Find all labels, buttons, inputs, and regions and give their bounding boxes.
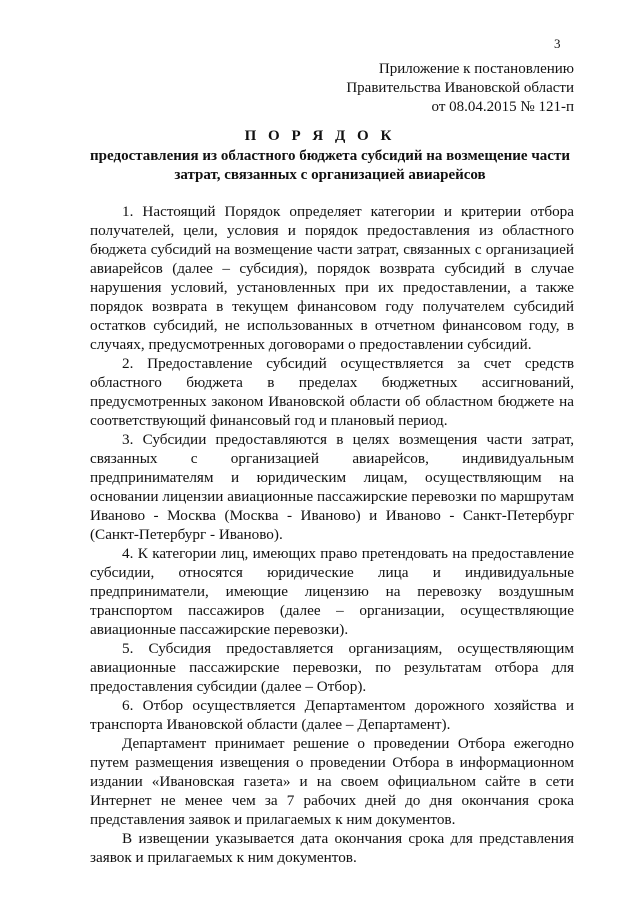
appendix-line-1: Приложение к постановлению [378,61,574,77]
document-subtitle [60,147,600,185]
paragraph-5: 5. Субсидия предоставляется организациям, осуществляющим авиационные пассажирские перевозки, по результатам отбора для предоставления субсидии (далее – Отбор). [90,640,574,695]
paragraph-3: 3. Субсидии предоставляются в целях возмещения части затрат, связанных с организацией авиарейсов, индивидуальным предпринимателям и юридическим лицам, осуществляющим на основании лицензии авиационные пассажирские перевозки по маршрутам Иваново - Москва (Москва - Иваново) и Иваново - Санкт-Петербург (Санкт-Петербург - Иваново). [90,431,574,543]
paragraph-4: 4. К категории лиц, имеющих право претендовать на предоставление субсидии, относятся юридические лица и индивидуальные предприниматели, имеющие лицензию на перевозку воздушным транспортом пассажиров (далее – организации, осуществляющие авиационные пассажирские перевозки). [90,545,574,638]
subtitle-line-1: предоставления из областного бюджета субсидий на возмещение части [90,148,570,164]
paragraph-2: 2. Предоставление субсидий осуществляется за счет средств областного бюджета в пределах бюджетных ассигнований, предусмотренных законом Ивановской области об областном бюджете на соответствующий финансовый год и плановый период. [90,355,574,429]
document-body [90,202,574,867]
appendix-header [346,60,574,117]
paragraph-1: 1. Настоящий Порядок определяет категории и критерии отбора получателей, цели, условия и порядок предоставления из областного бюджета субсидий на возмещение части затрат, связанных с организацией авиарейсов (далее – субсидия), порядок возврата субсидий в случае нарушения условий, установленных при их предоставлении, а также порядок возврата в текущем финансовом году получателем субсидий остатков субсидий, не использованных в отчетном финансовом году, в случаях, предусмотренных договорами о предоставлении субсидий. [90,203,574,353]
paragraph-7: Департамент принимает решение о проведении Отбора ежегодно путем размещения извещения о проведении Отбора в информационном издании «Ивановская газета» и на своем официальном сайте в сети Интернет не менее чем за 7 рабочих дней до дня окончания срока представления заявок и прилагаемых к ним документов. [90,735,574,828]
paragraph-8: В извещении указывается дата окончания срока для представления заявок и прилагаемых к ним документов. [90,830,574,866]
document-title: П О Р Я Д О К [244,128,396,144]
appendix-line-2: Правительства Ивановской области [346,80,574,96]
page-number: 3 [554,36,561,51]
paragraph-6: 6. Отбор осуществляется Департаментом дорожного хозяйства и транспорта Ивановской области (далее – Департамент). [90,697,574,733]
subtitle-line-2: затрат, связанных с организацией авиарейсов [174,167,486,183]
appendix-line-3: от 08.04.2015 № 121-п [431,99,574,115]
